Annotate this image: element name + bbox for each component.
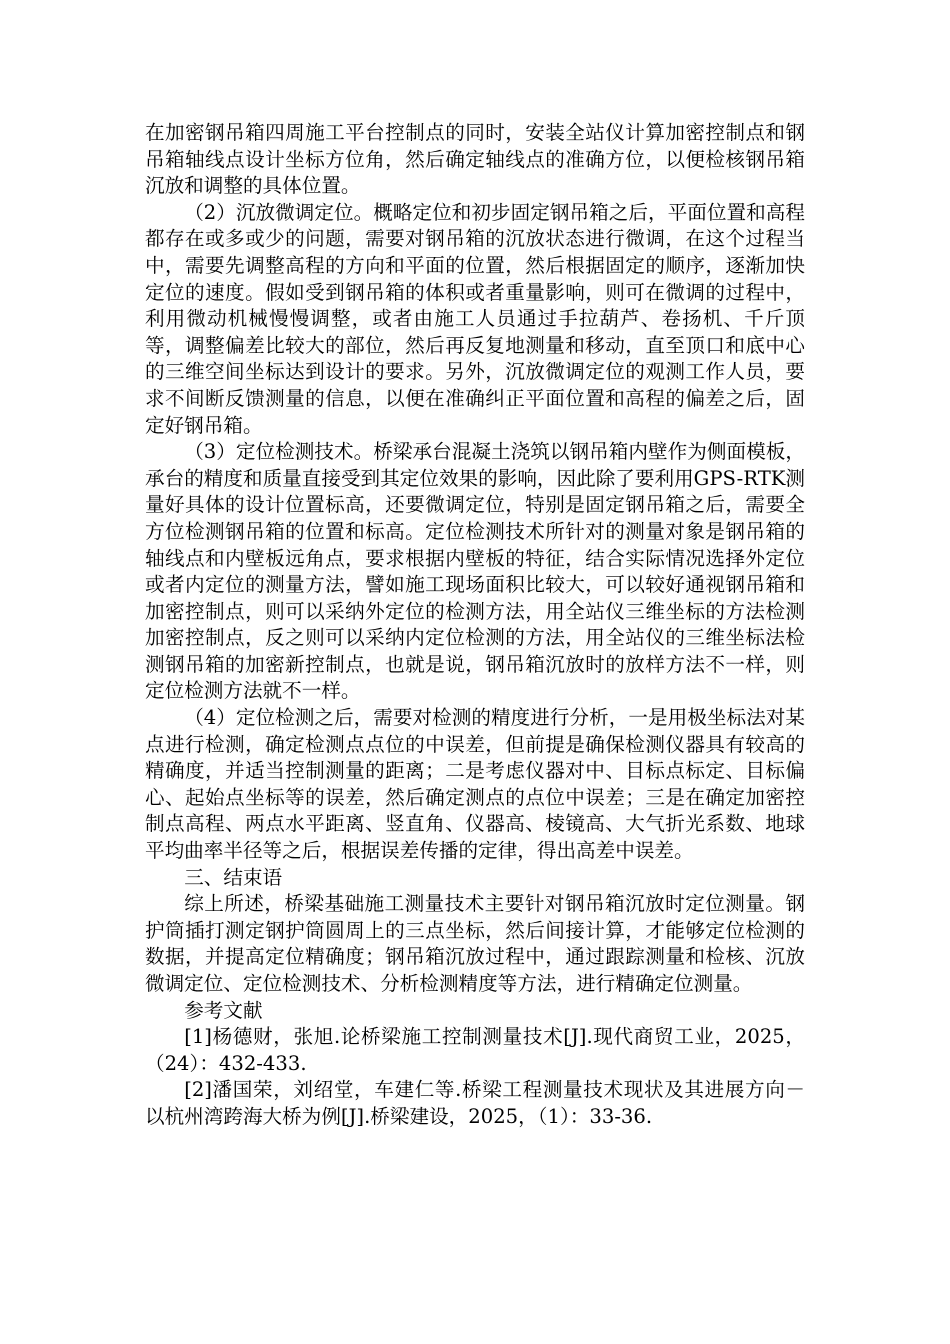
paragraph-positioning-detection: （3）定位检测技术。桥梁承台混凝土浇筑以钢吊箱内壁作为侧面模板，承台的精度和质量直接受到其定位效果的影响，因此除了要利用GPS-RTK测量好具体的设计位置标高，还要微调定位，特别是固定钢吊箱之后，需要全方位检测钢吊箱的位置和标高。定位检测技术所针对的测量对象是钢吊箱的轴线点和内壁板远角点，要求根据内壁板的特征，结合实际情况选择外定位或者内定位的测量方法，譬如施工现场面积比较大，可以较好通视钢吊箱和加密控制点，则可以采纳外定位的检测方法，用全站仪三维坐标的方法检测加密控制点，反之则可以采纳内定位检测的方法，用全站仪的三维坐标法检测钢吊箱的加密新控制点，也就是说，钢吊箱沉放时的放样方法不一样，则定位检测方法就不一样。 — [145, 440, 805, 703]
paragraph-precision-analysis: （4）定位检测之后，需要对检测的精度进行分析，一是用极坐标法对某点进行检测，确定检测点点位的中误差，但前提是确保检测仪器具有较高的精确度，并适当控制测量的距离；二是考虑仪器对中、目标点标定、目标偏心、起始点坐标等的误差，然后确定测点的点位中误差；三是在确定加密控制点高程、两点水平距离、竖直角、仪器高、棱镜高、大气折光系数、地球平均曲率半径等之后，根据误差传播的定律，得出高差中误差。 — [145, 706, 805, 863]
paragraph-fine-adjustment: （2）沉放微调定位。概略定位和初步固定钢吊箱之后，平面位置和高程都存在或多或少的问题，需要对钢吊箱的沉放状态进行微调，在这个过程当中，需要先调整高程的方向和平面的位置，然后根据固定的顺序，逐渐加快定位的速度。假如受到钢吊箱的体积或者重量影响，则可在微调的过程中，利用微动机械慢慢调整，或者由施工人员通过手拉葫芦、卷扬机、千斤顶等，调整偏差比较大的部位，然后再反复地测量和移动，直至顶口和底中心的三维空间坐标达到设计的要求。另外，沉放微调定位的观测工作人员，要求不间断反馈测量的信息，以便在准确纠正平面位置和高程的偏差之后，固定好钢吊箱。 — [145, 200, 805, 437]
reference-item-2: [2]潘国荣，刘绍堂，车建仁等.桥梁工程测量技术现状及其进展方向－以杭州湾跨海大桥为例[J].桥梁建设，2025，（1）：33-36. — [145, 1078, 805, 1128]
reference-item-1: [1]杨德财，张旭.论桥梁施工控制测量技术[J].现代商贸工业，2025，（24）：432-433. — [145, 1025, 805, 1075]
paragraph-continuation: 在加密钢吊箱四周施工平台控制点的同时，安装全站仪计算加密控制点和钢吊箱轴线点设计坐标方位角，然后确定轴线点的准确方位，以便检核钢吊箱沉放和调整的具体位置。 — [145, 121, 805, 198]
paragraph-conclusion: 综上所述，桥梁基础施工测量技术主要针对钢吊箱沉放时定位测量。钢护筒插打测定钢护筒圆周上的三点坐标，然后间接计算，才能够定位检测的数据，并提高定位精确度；钢吊箱沉放过程中，通过跟踪测量和检核、沉放微调定位、定位检测技术、分析检测精度等方法，进行精确定位测量。 — [145, 892, 805, 995]
section-heading-references: 参考文献 — [184, 998, 263, 1022]
section-heading-conclusion: 三、结束语 — [184, 865, 283, 889]
document-page — [145, 120, 805, 1131]
